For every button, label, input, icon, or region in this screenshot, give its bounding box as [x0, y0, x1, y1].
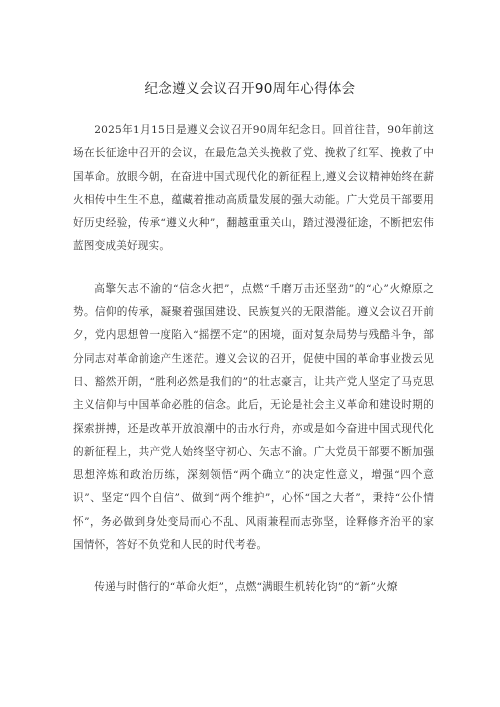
paragraph-2: 高擎矢志不渝的“信念火把”，点燃“千磨万击还坚劲”的“心”火燎原之势。信仰的传承，凝聚着强国建设、民族复兴的无限潜能。遵义会议召开前夕，党内思想曾一度陷入“摇摆不定”的困境，面对复杂局势与残酷斗争，部分同志对革命前途产生迷茫。遵义会议的召开，促使中国的革命事业拨云见日、豁然开朗，“胜利必然是我们的”的壮志豪言，让共产党人坚定了马克思主义信仰与中国革命必胜的信念。此后，无论是社会主义革命和建设时期的探索拼搏，还是改革开放浪潮中的击水行舟，亦或是如今奋进中国式现代化的新征程上，共产党人始终坚守初心、矢志不渝。广大党员干部要不断加强思想淬炼和政治历练，深刻领悟“两个确立”的决定性意义，增强“四个意识”、坚定“四个自信”、做到“两个维护”，心怀“国之大者”，秉持“公仆情怀”，务必做到身处变局而心不乱、风雨兼程而志弥坚，诠释修齐治平的家国情怀，答好不负党和人民的时代考卷。: [73, 282, 434, 552]
paragraph-1: 2025年1月15日是遵义会议召开90周年纪念日。回首往昔，90年前这场在长征途中召开的会议，在最危急关头挽救了党、挽救了红军、挽救了中国革命。放眼今朝，在奋进中国式现代化的新征程上,遵义会议精神始终在薪火相传中生生不息，蕴藏着推动高质量发展的强大动能。广大党员干部要用好历史经验，传承“遵义火种”，翻越重重关山，踏过漫漫征途，不断把宏伟蓝图变成美好现实。: [73, 124, 434, 253]
paragraph-3: 传递与时偕行的“革命火炬”，点燃“满眼生机转化钧”的“新”火燎: [94, 581, 398, 594]
document-title: 纪念遵义会议召开90周年心得体会: [144, 81, 356, 97]
document-body: [73, 119, 434, 600]
